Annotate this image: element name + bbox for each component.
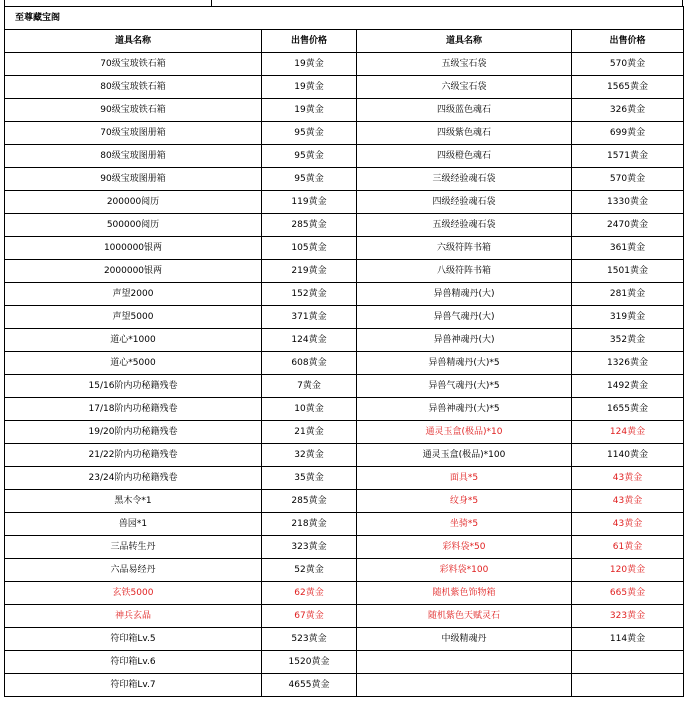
right-item-name: 五级宝石袋 [357, 53, 572, 76]
table-row [5, 582, 684, 605]
left-item-name: 黑木令*1 [5, 490, 262, 513]
right-item-name: 随机紫色天赋灵石 [357, 605, 572, 628]
right-item-name: 五级经验魂石袋 [357, 214, 572, 237]
right-item-name: 异兽神魂丹(大)*5 [357, 398, 572, 421]
right-item-name [357, 674, 572, 697]
right-item-price: 665黄金 [572, 582, 684, 605]
left-item-name: 声望5000 [5, 306, 262, 329]
table-row [5, 260, 684, 283]
table-row [5, 375, 684, 398]
right-item-price: 2470黄金 [572, 214, 684, 237]
right-item-name: 四级紫色魂石 [357, 122, 572, 145]
left-item-name: 500000阅历 [5, 214, 262, 237]
left-item-name: 21/22阶内功秘籍残卷 [5, 444, 262, 467]
left-item-price: 219黄金 [262, 260, 357, 283]
table-row [5, 76, 684, 99]
right-item-name: 六级宝石袋 [357, 76, 572, 99]
table-row [5, 122, 684, 145]
table-row [5, 214, 684, 237]
left-item-name: 1000000银两 [5, 237, 262, 260]
table-row [5, 191, 684, 214]
right-item-price: 570黄金 [572, 168, 684, 191]
table-row [5, 674, 684, 697]
left-item-price: 4655黄金 [262, 674, 357, 697]
left-item-name: 80级宝玻图册箱 [5, 145, 262, 168]
right-item-price: 1565黄金 [572, 76, 684, 99]
left-item-name: 15/16阶内功秘籍残卷 [5, 375, 262, 398]
left-item-price: 19黄金 [262, 99, 357, 122]
left-item-price: 105黄金 [262, 237, 357, 260]
right-item-price: 43黄金 [572, 490, 684, 513]
left-item-name: 19/20阶内功秘籍残卷 [5, 421, 262, 444]
left-item-name: 17/18阶内功秘籍残卷 [5, 398, 262, 421]
left-item-price: 323黄金 [262, 536, 357, 559]
left-item-price: 523黄金 [262, 628, 357, 651]
right-item-name: 六级符阵书箱 [357, 237, 572, 260]
right-item-price: 1330黄金 [572, 191, 684, 214]
left-item-price: 10黄金 [262, 398, 357, 421]
left-item-price: 285黄金 [262, 490, 357, 513]
right-item-price [572, 651, 684, 674]
table-row [5, 605, 684, 628]
right-item-name: 彩料袋*100 [357, 559, 572, 582]
left-item-price: 21黄金 [262, 421, 357, 444]
left-item-name: 道心*5000 [5, 352, 262, 375]
left-item-price: 52黄金 [262, 559, 357, 582]
right-item-price: 43黄金 [572, 467, 684, 490]
right-item-name: 彩料袋*50 [357, 536, 572, 559]
left-item-price: 1520黄金 [262, 651, 357, 674]
left-item-price: 32黄金 [262, 444, 357, 467]
left-item-name: 23/24阶内功秘籍残卷 [5, 467, 262, 490]
right-item-name: 三级经验魂石袋 [357, 168, 572, 191]
right-item-name: 异兽神魂丹(大) [357, 329, 572, 352]
left-item-name: 符印箱Lv.5 [5, 628, 262, 651]
right-item-price: 1571黄金 [572, 145, 684, 168]
right-item-price: 352黄金 [572, 329, 684, 352]
table-row [5, 628, 684, 651]
left-item-name: 玄铁5000 [5, 582, 262, 605]
right-item-price: 1501黄金 [572, 260, 684, 283]
left-item-price: 285黄金 [262, 214, 357, 237]
header-price: 出售价格 [572, 30, 684, 53]
table-row [5, 145, 684, 168]
right-item-name: 八级符阵书箱 [357, 260, 572, 283]
left-item-name: 70级宝玻图册箱 [5, 122, 262, 145]
right-item-price: 114黄金 [572, 628, 684, 651]
right-item-price: 120黄金 [572, 559, 684, 582]
right-item-price: 124黄金 [572, 421, 684, 444]
left-item-price: 19黄金 [262, 76, 357, 99]
right-item-name: 随机紫色饰物箱 [357, 582, 572, 605]
left-item-name: 符印箱Lv.6 [5, 651, 262, 674]
header-item-name: 道具名称 [357, 30, 572, 53]
right-item-price: 1326黄金 [572, 352, 684, 375]
left-item-name: 道心*1000 [5, 329, 262, 352]
right-item-name: 中级精魂丹 [357, 628, 572, 651]
left-item-price: 95黄金 [262, 145, 357, 168]
left-item-name: 90级宝玻图册箱 [5, 168, 262, 191]
left-item-name: 三品转生丹 [5, 536, 262, 559]
left-item-name: 70级宝玻铁石箱 [5, 53, 262, 76]
table-row [5, 513, 684, 536]
left-item-price: 67黄金 [262, 605, 357, 628]
table-title: 至尊藏宝阁 [5, 7, 684, 30]
left-item-price: 7黄金 [262, 375, 357, 398]
right-item-name: 四级蓝色魂石 [357, 99, 572, 122]
table-row [5, 283, 684, 306]
table-row [5, 421, 684, 444]
table-row [5, 651, 684, 674]
right-item-price: 1655黄金 [572, 398, 684, 421]
price-table [4, 6, 684, 697]
table-row [5, 444, 684, 467]
table-row [5, 536, 684, 559]
right-item-name: 通灵玉盒(极品)*10 [357, 421, 572, 444]
left-item-name: 200000阅历 [5, 191, 262, 214]
left-item-price: 19黄金 [262, 53, 357, 76]
right-item-name [357, 651, 572, 674]
right-item-price: 319黄金 [572, 306, 684, 329]
left-item-name: 符印箱Lv.7 [5, 674, 262, 697]
table-row [5, 467, 684, 490]
right-item-name: 四级橙色魂石 [357, 145, 572, 168]
table-row [5, 352, 684, 375]
left-item-name: 90级宝玻铁石箱 [5, 99, 262, 122]
left-item-price: 152黄金 [262, 283, 357, 306]
table-row [5, 168, 684, 191]
right-item-name: 纹身*5 [357, 490, 572, 513]
right-item-name: 异兽气魂丹(大) [357, 306, 572, 329]
right-item-name: 通灵玉盒(极品)*100 [357, 444, 572, 467]
left-item-name: 神兵玄晶 [5, 605, 262, 628]
right-item-price: 43黄金 [572, 513, 684, 536]
table-row [5, 398, 684, 421]
right-item-price: 326黄金 [572, 99, 684, 122]
left-item-name: 2000000银两 [5, 260, 262, 283]
right-item-price: 281黄金 [572, 283, 684, 306]
left-item-name: 兽园*1 [5, 513, 262, 536]
header-price: 出售价格 [262, 30, 357, 53]
header-item-name: 道具名称 [5, 30, 262, 53]
left-item-price: 35黄金 [262, 467, 357, 490]
right-item-name: 异兽精魂丹(大) [357, 283, 572, 306]
table-row [5, 53, 684, 76]
left-item-name: 声望2000 [5, 283, 262, 306]
left-item-price: 124黄金 [262, 329, 357, 352]
right-item-price: 361黄金 [572, 237, 684, 260]
right-item-name: 四级经验魂石袋 [357, 191, 572, 214]
left-item-price: 371黄金 [262, 306, 357, 329]
table-row [5, 329, 684, 352]
right-item-name: 面具*5 [357, 467, 572, 490]
right-item-price: 1140黄金 [572, 444, 684, 467]
left-item-price: 95黄金 [262, 122, 357, 145]
right-item-price: 61黄金 [572, 536, 684, 559]
table-title-row [5, 7, 684, 30]
left-item-price: 62黄金 [262, 582, 357, 605]
right-item-price [572, 674, 684, 697]
right-item-price: 323黄金 [572, 605, 684, 628]
left-item-name: 六品易经丹 [5, 559, 262, 582]
right-item-name: 坐骑*5 [357, 513, 572, 536]
right-item-name: 异兽精魂丹(大)*5 [357, 352, 572, 375]
table-row [5, 306, 684, 329]
table-row [5, 559, 684, 582]
left-item-price: 218黄金 [262, 513, 357, 536]
right-item-name: 异兽气魂丹(大)*5 [357, 375, 572, 398]
left-item-price: 95黄金 [262, 168, 357, 191]
right-item-price: 699黄金 [572, 122, 684, 145]
table-row [5, 490, 684, 513]
left-item-price: 608黄金 [262, 352, 357, 375]
table-row [5, 237, 684, 260]
left-item-price: 119黄金 [262, 191, 357, 214]
table-row [5, 99, 684, 122]
table-header-row [5, 30, 684, 53]
left-item-name: 80级宝玻铁石箱 [5, 76, 262, 99]
right-item-price: 1492黄金 [572, 375, 684, 398]
right-item-price: 570黄金 [572, 53, 684, 76]
